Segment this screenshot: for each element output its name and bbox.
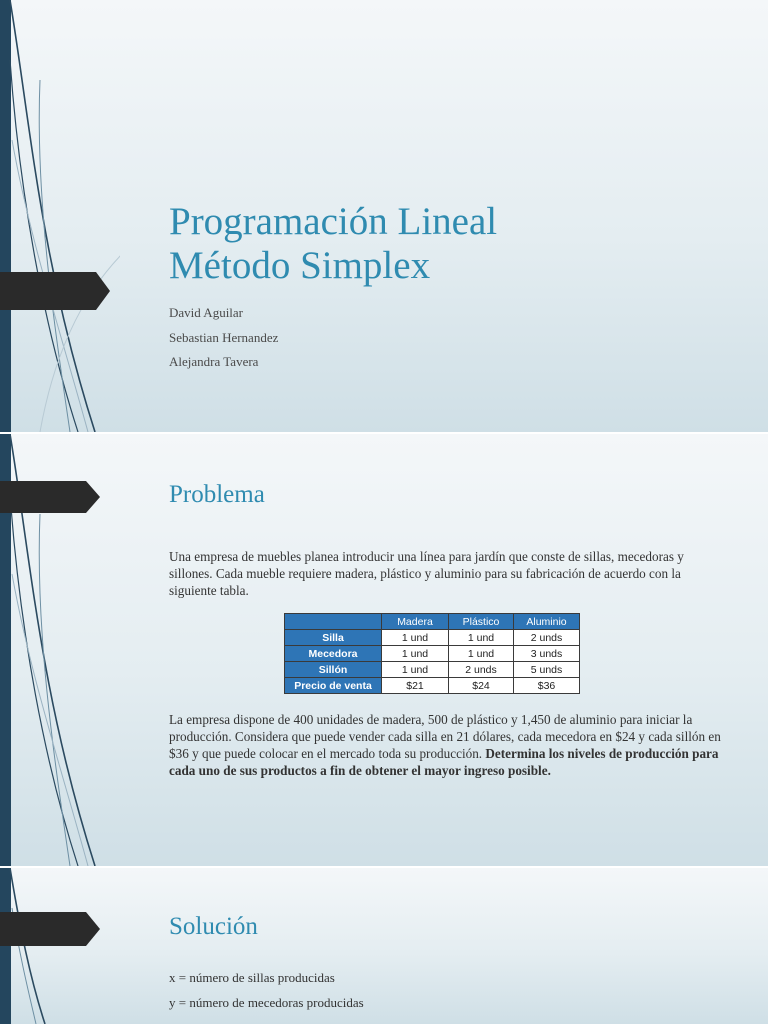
variable-definition: y = número de mecedoras producidas: [169, 995, 364, 1010]
table-cell: $24: [449, 678, 514, 694]
section-title: Solución: [169, 913, 258, 940]
table-cell: $21: [382, 678, 449, 694]
title-line-2: Método Simplex: [169, 244, 431, 287]
table-header-cell: [285, 614, 382, 630]
table-header-cell: Aluminio: [514, 614, 580, 630]
table-cell: 1 und: [382, 630, 449, 646]
row-label: Sillón: [285, 662, 382, 678]
page-title: [169, 200, 497, 288]
problem-slide: [0, 434, 768, 866]
author-name: Sebastian Hernandez: [169, 330, 279, 345]
section-title: Problema: [169, 481, 265, 508]
author-name: David Aguilar: [169, 305, 244, 320]
title-line-1: Programación Lineal: [169, 200, 498, 243]
table-cell: $36: [514, 678, 580, 694]
table-cell: 2 unds: [449, 662, 514, 678]
problem-question: Determina los niveles de producción para cada uno de sus productos a fin de obtener el mayor ingreso posible.: [169, 746, 719, 778]
slide-marker-arrow: [0, 478, 100, 516]
table-cell: 1 und: [382, 662, 449, 678]
table-row: [285, 662, 580, 678]
table-header-row: [285, 614, 580, 630]
table-cell: 1 und: [382, 646, 449, 662]
row-label: Precio de venta: [285, 678, 382, 694]
table-header-cell: Madera: [382, 614, 449, 630]
problem-text: La empresa dispone de 400 unidades de madera, 500 de plástico y 1,450 de aluminio para iniciar la producción. Considera que puede vender cada silla en 21 dólares, cada mecedora en $24 y cada sillón en $36 y que puede colocar en el mercado toda su producción.: [169, 712, 721, 761]
row-label: Silla: [285, 630, 382, 646]
table-header-cell: Plástico: [449, 614, 514, 630]
table-row: [285, 678, 580, 694]
table-row: [285, 630, 580, 646]
resources-table: [284, 613, 580, 694]
solution-slide: [0, 868, 768, 1024]
author-name: Alejandra Tavera: [169, 354, 259, 369]
table-cell: 5 unds: [514, 662, 580, 678]
decorative-swoosh: [0, 0, 120, 432]
table-cell: 1 und: [449, 646, 514, 662]
slide-marker-arrow: [0, 272, 110, 310]
table-row: [285, 646, 580, 662]
slide-marker-arrow: [0, 910, 100, 948]
title-slide: [0, 0, 768, 432]
row-label: Mecedora: [285, 646, 382, 662]
variable-definition: x = número de sillas producidas: [169, 970, 335, 985]
problem-intro: Una empresa de muebles planea introducir una línea para jardín que conste de sillas, mecedoras y sillones. Cada mueble requiere madera, plástico y aluminio para su fabricación de acuerdo con la siguiente tabla.: [169, 549, 684, 598]
problem-statement: [169, 711, 729, 779]
table-cell: 3 unds: [514, 646, 580, 662]
table-cell: 2 unds: [514, 630, 580, 646]
table-cell: 1 und: [449, 630, 514, 646]
